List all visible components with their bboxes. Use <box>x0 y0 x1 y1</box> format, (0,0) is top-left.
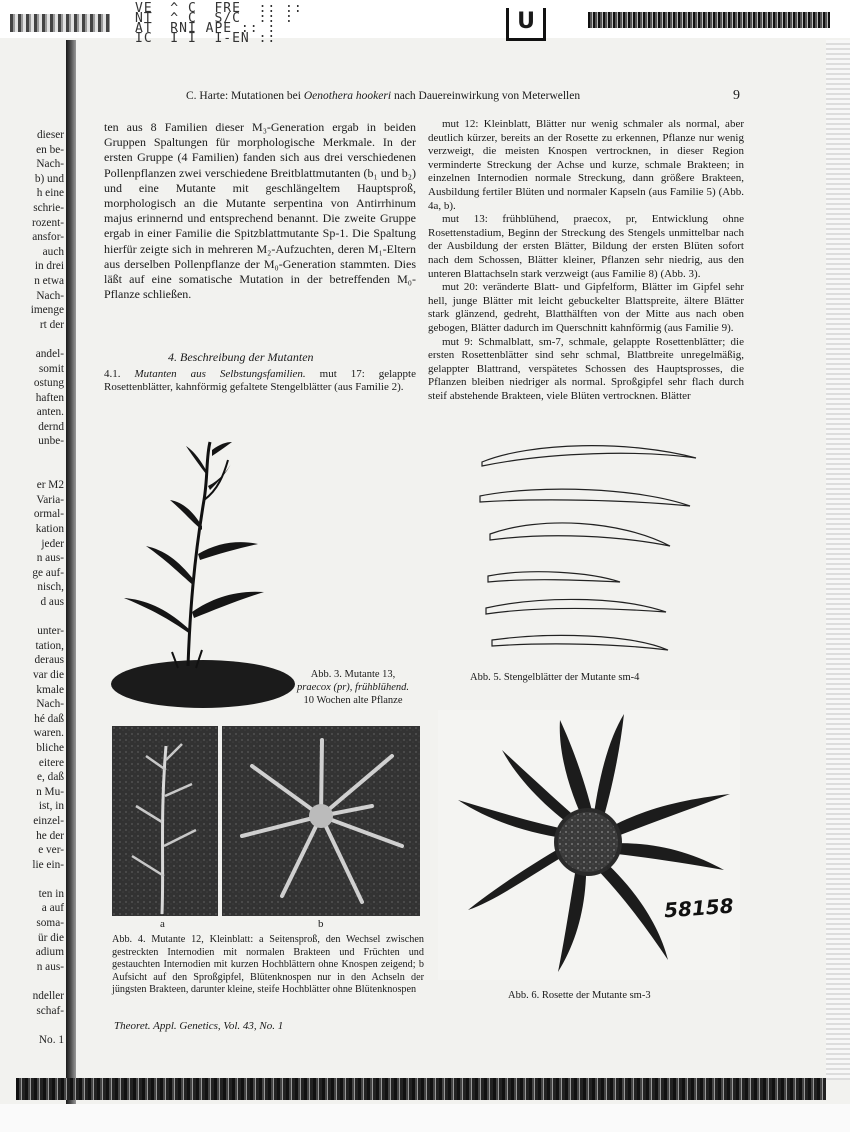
figure-4a-side-shoot-photo <box>112 726 218 916</box>
scan-edge-bar-left <box>10 14 110 32</box>
body-paragraph: ten aus 8 Familien dieser M₃-Generation ergab in beiden Gruppen Spaltungen für morphologische Merkmale. In der ersten Gruppe (4 Familien) fanden sich aus drei verschiedenen Pollenpflanzen zwei verschiedene Breitblattmutanten (b₁ und b₂) und eine Mutante mit geschlängeltem Hauptsproß, morphologisch an die Mutante serpentina von Antirrhinum majus erinnernd und entsprechend benannt. Die zweite Gruppe ergab in einer Familie die Spitzblattmutante Sp-1. Die Spaltung hierfür zeigte sich in mehreren M₂-Aufzuchten, deren M₁-Eltern aus derselben Pollenpflanze der M₀-Generation stammten. Dies läßt auf eine somatische Mutation in der betreffenden M₀-Pflanze schließen. <box>104 120 416 302</box>
mutant-description: mut 9: Schmalblatt, sm-7, schmale, gelappte Rosettenblätter; die ersten Rosettenblätter sind sehr schmal, Blattbreite unregelmäßig, gelappter Blattrand, verspätetes Schossen des Hauptsprosses, die Pflanzen bleiben niedriger als normal. Sproßgipfel sehr flach durch steif abstehende Brakteen, viele Blüten vertrocknen. Blätter <box>428 335 744 402</box>
margin-fragment: er M2 <box>36 479 64 492</box>
margin-fragment: rt der <box>39 318 64 331</box>
margin-fragment: nisch, <box>37 581 64 594</box>
subsection-text: mut 17: gelappte Rosettenblätter, kahnförmig gefaltete Stengelblätter (aus Familie 2). <box>104 368 416 394</box>
subsection <box>104 368 416 395</box>
running-head <box>186 90 580 102</box>
margin-fragment: d aus <box>40 596 64 608</box>
margin-fragment: ür die <box>37 931 64 944</box>
margin-fragment: ostung <box>33 377 64 390</box>
margin-fragment <box>4 464 64 479</box>
margin-fragment: h eine <box>36 187 64 200</box>
figure-3-caption <box>288 668 418 707</box>
margin-fragment: Varia- <box>36 493 64 506</box>
top-strip-mark: U <box>506 8 546 41</box>
previous-page-margin-text <box>4 128 64 1047</box>
mutant-description: mut 12: Kleinblatt, Blätter nur wenig schmaler als normal, aber deutlich kürzer, bereits an der Rosette zu erkennen, Pflanze nur wenig verzweigt, die meisten Knospen vertrocknen, in dieser Region verminderte Streckung der Achse und kurze, schmale Brakteen; in einzelnen Internodien normale Streckung, dann größere Brakteen, Ausbildung fertiler Blüten und normaler Kapseln (aus Familie 5) (Abb. 4a, b). <box>428 118 744 212</box>
subsection-number: 4.1. <box>104 368 135 380</box>
margin-fragment: ormal- <box>33 508 64 521</box>
margin-fragment <box>4 974 64 989</box>
margin-fragment: andel- <box>35 347 64 360</box>
figure-4-label-a: a <box>160 918 165 930</box>
margin-fragment: somit <box>38 362 64 375</box>
margin-fragment: he der <box>36 829 64 842</box>
margin-fragment: in drei <box>34 260 64 273</box>
margin-fragment: Nach- <box>36 289 64 302</box>
mutant-description: mut 13: frühblühend, praecox, pr, Entwicklung ohne Rosettenstadium, Beginn der Streckung des Stengels unmittelbar nach der Ausbildung der ersten Blätter, Bildung der ersten Blüten sofort nach dem Schossen, Blätter kleiner, Pflanzen sehr niedrig, aus den unteren Blattachseln stark verzweigt (aus Familie 8) (Abb. 3). <box>428 213 744 280</box>
running-head-suffix: nach Dauereinwirkung von Meterwellen <box>391 90 581 102</box>
margin-fragment <box>4 610 64 625</box>
right-column <box>428 118 744 403</box>
margin-fragment <box>4 1018 64 1033</box>
margin-fragment: deraus <box>34 654 64 667</box>
margin-fragment: eitere <box>38 756 64 769</box>
figure-4b-shoot-top-photo <box>222 726 420 916</box>
figure-3-plant-photo <box>108 430 298 710</box>
top-strip-glyphs: VE ^ C FRE :: :: NT ^ C S/C :: : AT RNI APE :: : IC I I I-EN :: <box>135 1 303 46</box>
margin-fragment: b) und <box>34 172 64 185</box>
figure-6-handwritten-number: 58158 <box>663 893 735 923</box>
figure-4-caption: Abb. 4. Mutante 12, Kleinblatt: a Seitensproß, den Wechsel zwischen gestreckten Internodien mit normalen Brakteen und Früchten und gestauchten Internodien mit kurzen Hochblättern ohne Knospen zeigend; b Aufsicht auf den Sproßgipfel, Blütenknospen nur in den Achseln der jüngsten Brakteen, darunter kleine, steife Hochblätter ohne Blütenknospen <box>112 934 424 996</box>
margin-fragment: unbe- <box>38 435 64 448</box>
margin-fragment: n Mu- <box>36 785 64 798</box>
figure-5-caption: Abb. 5. Stengelblätter der Mutante sm-4 <box>470 672 640 683</box>
figure-6-rosette-photo <box>438 710 740 980</box>
margin-fragment: adium <box>35 946 64 959</box>
figure-5-stem-leaves-drawing <box>470 436 700 666</box>
margin-fragment: var die <box>32 668 64 681</box>
margin-fragment: bliche <box>36 741 64 754</box>
margin-fragment: schaf- <box>36 1004 64 1017</box>
figure-4-label-b: b <box>318 918 324 930</box>
figure-6-caption: Abb. 6. Rosette der Mutante sm-3 <box>508 990 651 1001</box>
margin-fragment: anten. <box>36 406 64 419</box>
margin-fragment: e ver- <box>38 844 64 857</box>
margin-fragment: ge auf- <box>32 566 64 579</box>
margin-fragment: n etwa <box>34 274 64 287</box>
margin-fragment: kation <box>35 523 64 536</box>
caption-line: 10 Wochen alte Pflanze <box>303 695 403 706</box>
margin-fragment: ten in <box>38 887 64 900</box>
margin-fragment: imenge <box>30 304 64 317</box>
journal-footer: Theoret. Appl. Genetics, Vol. 43, No. 1 <box>114 1020 284 1032</box>
mutant-description: mut 20: veränderte Blatt- und Gipfelform, Blätter im Gipfel sehr hell, junge Blätter mit leicht gebuckelter Blattspreite, ältere Blätter stark glänzend, gedreht, Blatthälften von der Mitte aus nach oben gebogen, Blätter dadurch im Querschnitt kahnförmig (aus Familie 9). <box>428 281 744 334</box>
margin-fragment: jeder <box>41 537 64 550</box>
left-column <box>104 120 416 302</box>
margin-fragment: kmale <box>36 683 64 696</box>
margin-fragment: einzel- <box>33 814 64 827</box>
scan-bottom-strip <box>0 1104 850 1132</box>
margin-fragment: tation, <box>35 639 64 652</box>
caption-line: Abb. 3. Mutante 13, <box>310 669 396 680</box>
margin-fragment: dernd <box>38 420 64 433</box>
margin-fragment: Nach- <box>36 158 64 171</box>
margin-fragment: dieser <box>37 129 64 141</box>
running-head-prefix: C. Harte: Mutationen bei <box>186 90 304 102</box>
margin-fragment: rozent- <box>32 216 64 229</box>
scan-right-edge <box>826 40 850 1080</box>
margin-fragment <box>4 872 64 887</box>
margin-fragment: lie ein- <box>32 858 64 871</box>
margin-fragment: hé daß <box>34 712 64 725</box>
margin-fragment: unter- <box>37 625 64 638</box>
running-head-species: Oenothera hookeri <box>303 90 392 102</box>
scan-edge-bar-right <box>588 12 830 28</box>
margin-fragment: a auf <box>41 902 64 915</box>
margin-fragment: haften <box>35 391 64 404</box>
margin-fragment: Nach- <box>36 698 64 711</box>
binding-edge <box>66 40 76 1110</box>
margin-fragment: n aus- <box>36 552 64 565</box>
margin-fragment: en be- <box>36 143 64 156</box>
margin-fragment <box>4 332 64 347</box>
margin-fragment: n aus- <box>36 960 64 973</box>
margin-fragment: No. 1 <box>38 1033 64 1046</box>
margin-fragment: waren. <box>33 727 64 740</box>
margin-fragment: soma- <box>36 917 64 930</box>
caption-line: praecox (pr), frühblühend. <box>297 682 409 693</box>
margin-fragment: e, daß <box>37 771 64 784</box>
margin-fragment: schrie- <box>33 201 64 214</box>
page-number: 9 <box>733 88 740 103</box>
margin-fragment <box>4 449 64 464</box>
margin-fragment: ndeller <box>32 990 64 1003</box>
margin-fragment: auch <box>42 245 64 258</box>
subsection-title: Mutanten aus Selbstungsfamilien. <box>134 368 306 380</box>
margin-fragment: ansfor- <box>32 231 64 244</box>
section-title: 4. Beschreibung der Mutanten <box>168 350 314 364</box>
scan-edge-bar-bottom <box>16 1078 826 1100</box>
margin-fragment: ist, in <box>38 800 64 813</box>
